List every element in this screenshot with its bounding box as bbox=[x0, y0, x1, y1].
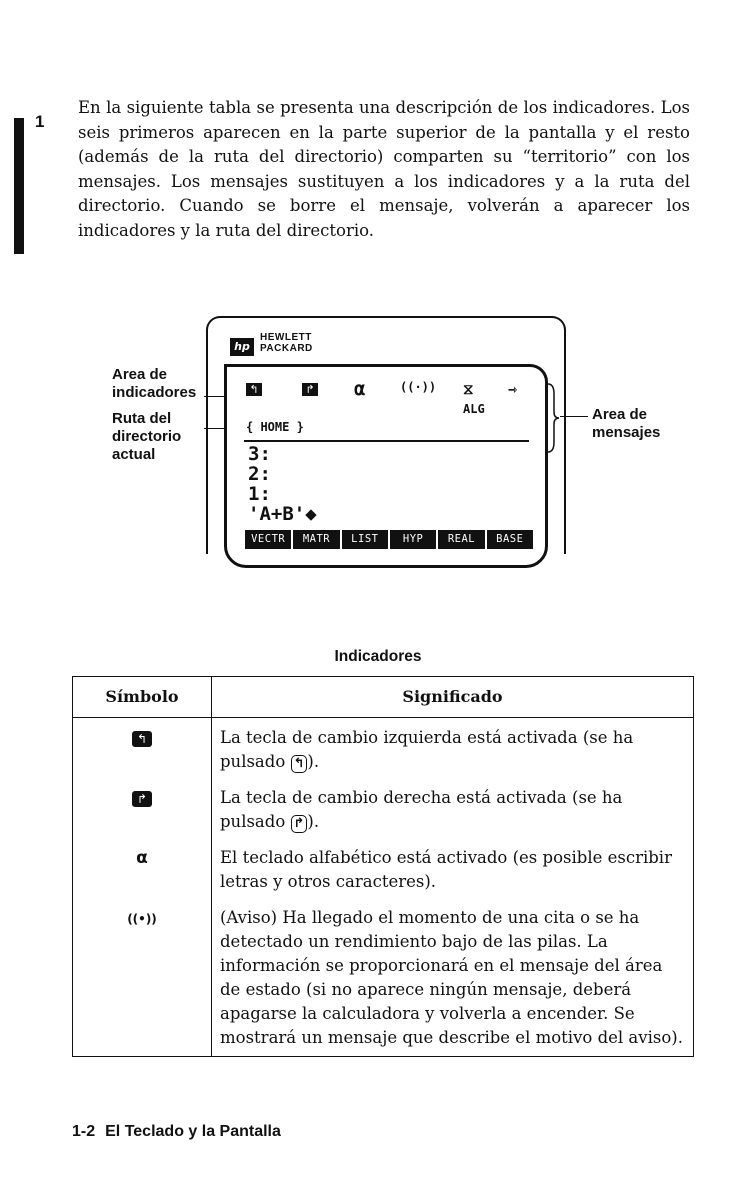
alpha-icon: α bbox=[136, 848, 148, 868]
row-meaning: El teclado alfabético está activado (es posible escribir letras y otros caracteres). bbox=[212, 838, 694, 898]
softkey-menu bbox=[245, 530, 533, 549]
menu-key-hyp: HYP bbox=[390, 530, 436, 549]
calculator-display-figure bbox=[108, 312, 668, 582]
chapter-marker: 1 bbox=[35, 112, 45, 131]
busy-annunciator-icon: ⧖ bbox=[463, 380, 474, 398]
footer-title: El Teclado y la Pantalla bbox=[105, 1123, 281, 1140]
row-meaning: (Aviso) Ha llegado el momento de una cita o se ha detectado un rendimiento bajo de las pilas. La información se proporcionará en el mensaje del área de estado (si no aparece ningún mensaje, deberá apagarse la calculadora y volverla a encender. Se mostrará un mensaje que describe el motivo del aviso). bbox=[212, 898, 694, 1057]
brand-name: HEWLETT PACKARD bbox=[260, 332, 313, 354]
command-line: 'A+B'◆ bbox=[248, 503, 317, 525]
row-meaning: La tecla de cambio izquierda está activada (se ha pulsado ↰ ). bbox=[212, 718, 694, 779]
page-number: 1-2 bbox=[72, 1123, 96, 1140]
page-footer bbox=[72, 1123, 281, 1141]
header-divider bbox=[244, 440, 529, 442]
chapter-thumb-bar bbox=[14, 118, 24, 254]
alpha-annunciator-icon: α bbox=[354, 378, 366, 400]
message-area-brace bbox=[546, 382, 560, 454]
right-shift-key-icon: ↱ bbox=[291, 815, 308, 833]
menu-key-matr: MATR bbox=[293, 530, 339, 549]
left-shift-icon: ↰ bbox=[132, 731, 152, 747]
label-area-mensajes: Area de mensajes bbox=[592, 406, 661, 441]
alg-mode-indicator: ALG bbox=[463, 402, 485, 416]
intro-paragraph: En la siguiente tabla se presenta una descripción de los indicadores. Los seis primeros aparecen en la parte superior de la pantalla y el resto (además de la ruta del directorio) comparten su “territorio” con los mensajes. Los mensajes sustituyen a los indicadores y a la ruta del directorio. Cuando se borre el mensaje, volverán a aparecer los indicadores y la ruta del directorio. bbox=[78, 98, 690, 240]
header-meaning: Significado bbox=[212, 677, 694, 718]
alert-icon: ((•)) bbox=[127, 912, 157, 926]
label-ruta-directorio: Ruta del directorio actual bbox=[112, 410, 182, 463]
left-shift-annunciator-icon: ↰ bbox=[246, 383, 262, 396]
hp-logo: hp bbox=[230, 338, 254, 356]
directory-path: { HOME } bbox=[246, 420, 304, 434]
header-symbol: Símbolo bbox=[73, 677, 212, 718]
right-shift-annunciator-icon: ↱ bbox=[302, 383, 318, 396]
left-shift-key-icon: ↰ bbox=[291, 755, 308, 773]
table-row bbox=[73, 838, 694, 898]
table-row bbox=[73, 778, 694, 838]
indicators-table bbox=[72, 676, 694, 1057]
stack-level-3: 3: bbox=[248, 443, 271, 465]
table-row bbox=[73, 718, 694, 779]
stack-level-1: 1: bbox=[248, 483, 271, 505]
menu-key-list: LIST bbox=[342, 530, 388, 549]
row-meaning: La tecla de cambio derecha está activada (se ha pulsado ↱ ). bbox=[212, 778, 694, 838]
menu-key-base: BASE bbox=[487, 530, 533, 549]
table-row bbox=[73, 898, 694, 1057]
alert-annunciator-icon: ((·)) bbox=[400, 380, 437, 394]
right-shift-icon: ↱ bbox=[132, 791, 152, 807]
table-caption: Indicadores bbox=[334, 648, 422, 665]
menu-key-vectr: VECTR bbox=[245, 530, 291, 549]
transmit-annunciator-icon: ⇾ bbox=[508, 380, 518, 398]
menu-key-real: REAL bbox=[438, 530, 484, 549]
stack-level-2: 2: bbox=[248, 463, 271, 485]
label-area-indicadores: Area de indicadores bbox=[112, 366, 197, 401]
